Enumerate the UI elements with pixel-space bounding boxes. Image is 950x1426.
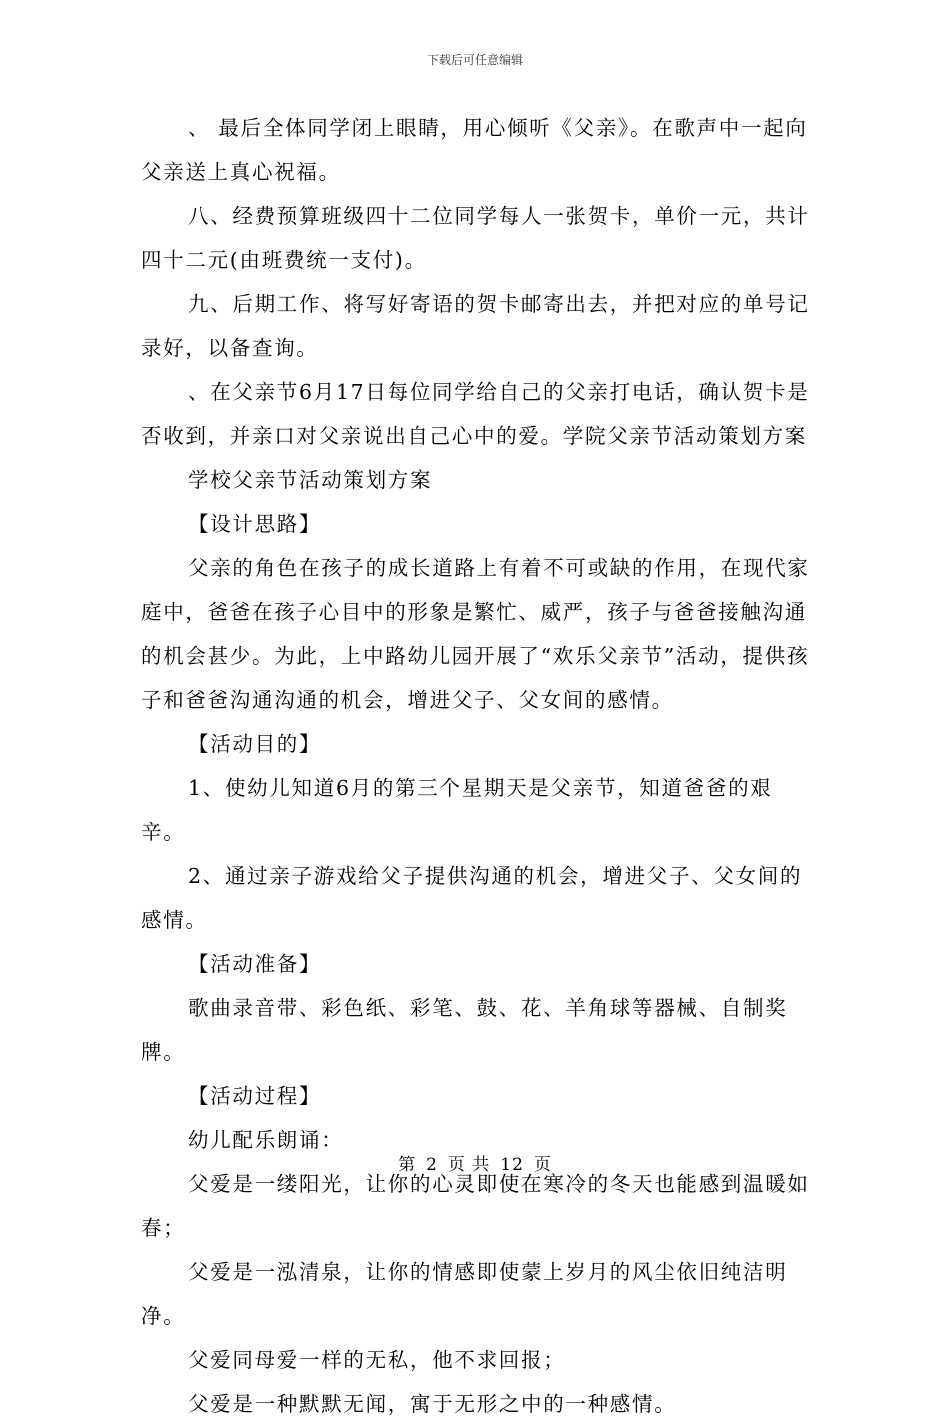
list-item: 1、使幼儿知道6月的第三个星期天是父亲节，知道爸爸的艰辛。 xyxy=(141,776,773,844)
section-title: 学校父亲节活动策划方案 xyxy=(188,468,433,492)
page-total-number: 12 xyxy=(500,1155,524,1175)
section-heading: 【活动过程】 xyxy=(188,1084,322,1108)
poem-line: 父爱同母爱一样的无私，他不求回报； xyxy=(188,1348,566,1372)
paragraph: 父亲的角色在孩子的成长道路上有着不可或缺的作用，在现代家庭中，爸爸在孩子心目中的形象是繁忙、威严，孩子与爸爸接触沟通的机会甚少。为此，上中路幼儿园开展了“欢乐父亲节”活动，提供孩子和爸爸沟通沟通的机会，增进父子、父女间的感情。 xyxy=(141,556,810,712)
section-heading: 【设计思路】 xyxy=(188,512,322,536)
page-current-number: 2 xyxy=(426,1155,438,1175)
poem-line: 父爱是一泓清泉，让你的情感即使蒙上岁月的风尘依旧纯洁明净。 xyxy=(141,1260,788,1328)
paragraph: 幼儿配乐朗诵： xyxy=(188,1128,344,1152)
poem-line: 父爱是一缕阳光，让你的心灵即使在寒冷的冬天也能感到温暖如春； xyxy=(141,1172,810,1240)
section-heading: 【活动准备】 xyxy=(188,952,322,976)
page-footer xyxy=(0,1154,950,1176)
page-suffix: 页 xyxy=(533,1155,552,1175)
list-item: 2、通过亲子游戏给父子提供沟通的机会，增进父子、父女间的感情。 xyxy=(141,864,803,932)
page-prefix: 第 xyxy=(398,1155,417,1175)
paragraph: 、在父亲节6月17日每位同学给自己的父亲打电话，确认贺卡是否收到，并亲口对父亲说出自己心中的爱。学院父亲节活动策划方案 xyxy=(141,380,810,448)
paragraph: 、 最后全体同学闭上眼睛，用心倾听《父亲》。在歌声中一起向父亲送上真心祝福。 xyxy=(141,116,808,184)
paragraph: 九、后期工作、将写好寄语的贺卡邮寄出去，并把对应的单号记录好，以备查询。 xyxy=(141,292,810,360)
page-middle-text: 页 共 xyxy=(447,1155,491,1175)
section-heading: 【活动目的】 xyxy=(188,732,322,756)
paragraph: 歌曲录音带、彩色纸、彩笔、鼓、花、羊角球等器械、自制奖牌。 xyxy=(141,996,788,1064)
document-body xyxy=(141,106,813,1426)
paragraph: 八、经费预算班级四十二位同学每人一张贺卡，单价一元，共计四十二元(由班费统一支付)。 xyxy=(141,204,810,272)
poem-line: 父爱是一种默默无闻，寓于无形之中的一种感情。 xyxy=(188,1392,677,1416)
page-header-note: 下载后可任意编辑 xyxy=(426,53,523,67)
